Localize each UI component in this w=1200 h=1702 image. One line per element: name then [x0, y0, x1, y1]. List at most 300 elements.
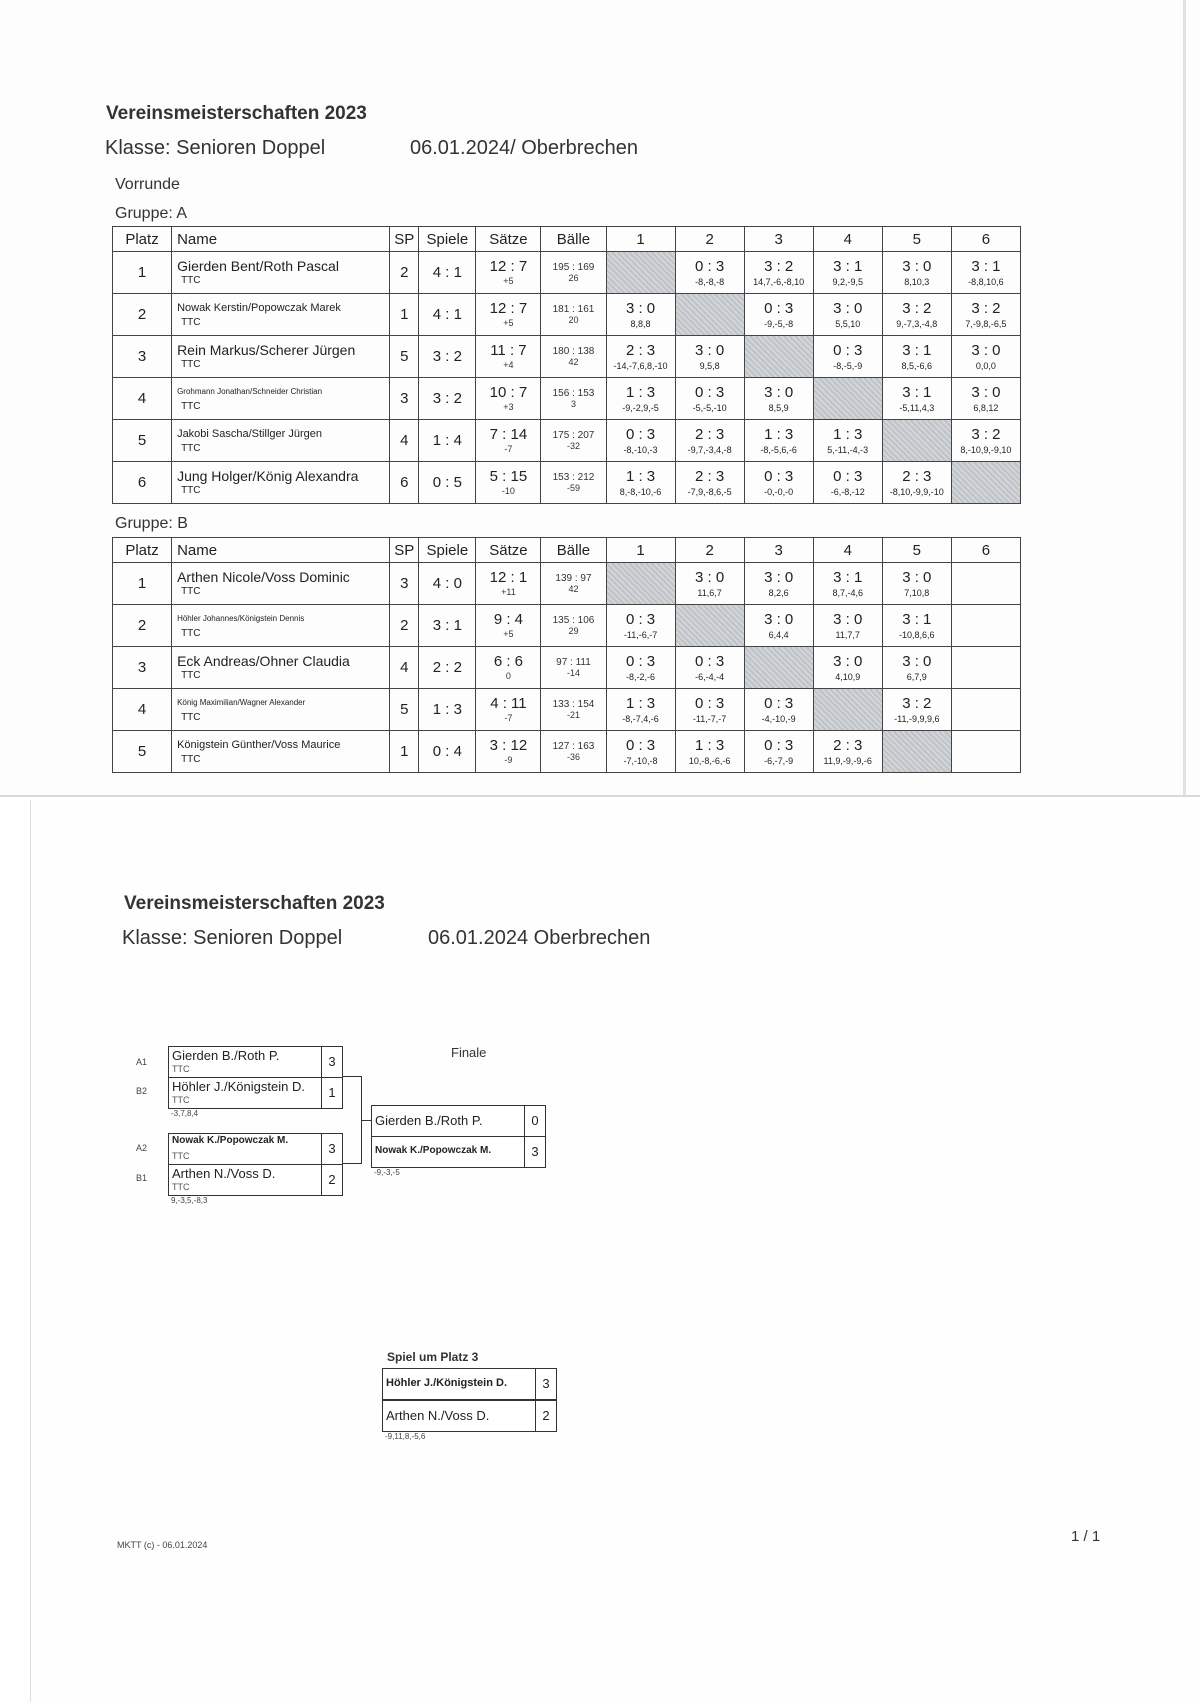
- footer-left: MKTT (c) - 06.01.2024: [117, 1540, 208, 1550]
- column-header: 6: [951, 538, 1020, 563]
- match-score: 0 : 3: [625, 425, 656, 443]
- set-details: 9,-3,5,-8,3: [171, 1196, 208, 1205]
- match-score: 3 : 0: [764, 610, 794, 628]
- baelle-diff: -21: [566, 709, 580, 720]
- match-details: 10,-8,-6,-6: [688, 755, 731, 766]
- column-header: Bälle: [541, 227, 606, 252]
- match-cell: [606, 647, 675, 689]
- saetze-value: 3 : 12: [489, 737, 528, 754]
- match-score: 3 : 1: [902, 383, 932, 401]
- bracket-slot: [168, 1164, 343, 1196]
- club-name: TTC: [172, 1151, 190, 1161]
- match-details: -8,-2,-6: [626, 671, 656, 682]
- match-cell: [882, 462, 951, 504]
- match-score: 2 : 3: [833, 736, 863, 754]
- match-score: 3 : 1: [902, 610, 932, 628]
- match-cell: [882, 563, 951, 605]
- saetze-diff: +3: [503, 402, 514, 412]
- match-details: 11,9,-9,-9,-6: [823, 755, 872, 766]
- club-name: TTC: [181, 442, 201, 454]
- set-score: 2: [535, 1401, 556, 1431]
- match-details: -9,-5,-8: [764, 318, 794, 329]
- table-row: [113, 294, 1021, 336]
- team-name: Arthen N./Voss D.: [172, 1166, 276, 1181]
- saetze-cell: [476, 378, 541, 420]
- platz-cell: 4: [113, 689, 172, 731]
- baelle-diff: 42: [568, 583, 579, 594]
- spiele-cell: 1 : 4: [419, 420, 476, 462]
- saetze-cell: [476, 689, 541, 731]
- column-header: 3: [744, 227, 813, 252]
- club-name: TTC: [181, 358, 201, 370]
- saetze-cell: [476, 336, 541, 378]
- baelle-value: 135 : 106: [552, 614, 595, 626]
- match-score: 3 : 0: [695, 568, 725, 586]
- team-name: Grohmann Jonathan/Schneider Christian: [177, 386, 323, 396]
- match-details: 5,5,10: [835, 318, 861, 329]
- name-cell: [172, 563, 390, 605]
- sp-cell: 6: [390, 462, 419, 504]
- team-name: Gierden Bent/Roth Pascal: [177, 257, 339, 274]
- match-details: 8,7,-4,6: [832, 587, 863, 598]
- column-header: 1: [606, 227, 675, 252]
- baelle-value: 175 : 207: [552, 429, 595, 441]
- saetze-value: 9 : 4: [493, 611, 524, 628]
- sheet-vorrunde: [0, 0, 1200, 795]
- table-row: [113, 336, 1021, 378]
- match-score: 2 : 3: [695, 425, 725, 443]
- baelle-value: 180 : 138: [552, 345, 595, 357]
- baelle-cell: [541, 378, 606, 420]
- match-cell: [675, 731, 744, 773]
- match-cell: [951, 563, 1020, 605]
- group-b-label: Gruppe: B: [115, 515, 188, 532]
- match-score: 3 : 0: [971, 341, 1001, 359]
- match-details: 8,5,-6,6: [901, 360, 933, 371]
- sp-cell: 1: [390, 731, 419, 773]
- match-score: 3 : 0: [764, 383, 794, 401]
- name-cell: [172, 336, 390, 378]
- match-details: 8,-10,9,-9,10: [960, 444, 1012, 455]
- match-score: 0 : 3: [695, 694, 725, 712]
- platz-cell: 3: [113, 336, 172, 378]
- saetze-diff: -9: [504, 755, 513, 765]
- match-score: 3 : 1: [971, 257, 1001, 275]
- self-match-cell: [744, 647, 813, 689]
- match-score: 1 : 3: [625, 383, 656, 401]
- match-cell: [744, 731, 813, 773]
- third-place-label: Spiel um Platz 3: [387, 1350, 479, 1364]
- club-name: TTC: [181, 753, 201, 765]
- spiele-cell: 4 : 0: [419, 563, 476, 605]
- spiele-cell: 4 : 1: [419, 294, 476, 336]
- match-details: -8,8,10,6: [968, 276, 1004, 287]
- match-details: -7,-10,-8: [623, 755, 658, 766]
- sp-cell: 3: [390, 563, 419, 605]
- column-header: Bälle: [541, 538, 606, 563]
- match-cell: [882, 294, 951, 336]
- name-cell: [172, 378, 390, 420]
- match-cell: [951, 731, 1020, 773]
- match-details: 7,-9,8,-6,5: [965, 318, 1007, 329]
- sp-cell: 5: [390, 689, 419, 731]
- name-cell: [172, 689, 390, 731]
- table-row: [113, 647, 1021, 689]
- match-score: 2 : 3: [902, 467, 932, 485]
- match-details: -11,-6,-7: [623, 629, 658, 640]
- match-cell: [744, 462, 813, 504]
- column-header: 2: [675, 538, 744, 563]
- match-score: 1 : 3: [833, 425, 863, 443]
- sp-cell: 2: [390, 252, 419, 294]
- match-details: -9,-2,9,-5: [622, 402, 659, 413]
- match-details: 8,5,9: [768, 402, 789, 413]
- bracket-slot: [168, 1133, 343, 1165]
- club-name: TTC: [181, 585, 201, 597]
- team-name: Jung Holger/König Alexandra: [177, 467, 359, 484]
- team-name: Gierden B./Roth P.: [172, 1048, 280, 1063]
- column-header: 4: [813, 538, 882, 563]
- baelle-cell: [541, 689, 606, 731]
- klasse-label: Klasse: Senioren Doppel: [105, 137, 326, 159]
- baelle-value: 127 : 163: [552, 740, 595, 752]
- team-name: Jakobi Sascha/Stillger Jürgen: [177, 427, 322, 440]
- date-place: 06.01.2024/ Oberbrechen: [410, 137, 638, 159]
- match-score: 0 : 3: [764, 467, 794, 485]
- match-score: 3 : 1: [833, 568, 863, 586]
- saetze-diff: -7: [504, 713, 513, 723]
- column-header: 1: [606, 538, 675, 563]
- sp-cell: 5: [390, 336, 419, 378]
- match-score: 2 : 3: [695, 467, 725, 485]
- match-cell: [813, 420, 882, 462]
- match-score: 1 : 3: [625, 694, 656, 712]
- baelle-diff: -14: [566, 667, 580, 678]
- column-header: 3: [744, 538, 813, 563]
- platz-cell: 5: [113, 731, 172, 773]
- page-number: 1 / 1: [1071, 1528, 1101, 1545]
- page-divider: [0, 795, 1200, 797]
- match-score: 3 : 0: [902, 568, 932, 586]
- match-score: 3 : 0: [625, 299, 656, 317]
- spiele-cell: 1 : 3: [419, 689, 476, 731]
- team-name: Königstein Günther/Voss Maurice: [177, 738, 341, 751]
- match-score: 3 : 1: [902, 341, 932, 359]
- seed-label: A2: [136, 1143, 148, 1153]
- match-cell: [675, 689, 744, 731]
- match-details: 9,2,-9,5: [832, 276, 863, 287]
- bracket-line: [342, 1163, 362, 1164]
- spiele-cell: 3 : 1: [419, 605, 476, 647]
- match-details: 0,0,0: [975, 360, 996, 371]
- page-edge: [1183, 0, 1186, 795]
- team-name: Höhler Johannes/Königstein Dennis: [177, 613, 305, 623]
- column-header: 4: [813, 227, 882, 252]
- baelle-cell: [541, 462, 606, 504]
- column-header: Spiele: [419, 227, 476, 252]
- match-score: 3 : 0: [833, 652, 863, 670]
- platz-cell: 5: [113, 420, 172, 462]
- date-place: 06.01.2024 Oberbrechen: [428, 927, 651, 949]
- match-cell: [744, 605, 813, 647]
- match-details: 8,-8,-10,-6: [619, 486, 662, 497]
- column-header: Platz: [113, 227, 172, 252]
- baelle-cell: [541, 563, 606, 605]
- column-header: 5: [882, 227, 951, 252]
- baelle-diff: 42: [568, 356, 579, 367]
- header-row: [113, 538, 1021, 563]
- team-name: Höhler J./Königstein D.: [386, 1377, 508, 1389]
- platz-cell: 1: [113, 252, 172, 294]
- match-cell: [813, 563, 882, 605]
- match-details: 6,4,4: [768, 629, 789, 640]
- match-details: -11,-7,-7: [692, 713, 727, 724]
- name-cell: [172, 605, 390, 647]
- sp-cell: 1: [390, 294, 419, 336]
- match-details: -9,7,-3,4,-8: [687, 444, 732, 455]
- self-match-cell: [675, 605, 744, 647]
- match-details: 5,-11,-4,-3: [827, 444, 869, 455]
- sheet-endrunde: [30, 800, 1200, 1702]
- sp-cell: 3: [390, 378, 419, 420]
- match-details: -8,-5,6,-6: [760, 444, 797, 455]
- match-cell: [951, 378, 1020, 420]
- club-name: TTC: [181, 711, 201, 723]
- table-row: [113, 689, 1021, 731]
- match-cell: [675, 420, 744, 462]
- club-name: TTC: [172, 1095, 190, 1105]
- match-cell: [882, 378, 951, 420]
- saetze-diff: +5: [503, 318, 514, 328]
- match-cell: [675, 336, 744, 378]
- match-details: 8,8,8: [630, 318, 651, 329]
- seed-label: A1: [136, 1057, 148, 1067]
- match-cell: [744, 689, 813, 731]
- team-name: Rein Markus/Scherer Jürgen: [177, 341, 356, 358]
- match-score: 3 : 0: [902, 652, 932, 670]
- saetze-cell: [476, 294, 541, 336]
- name-cell: [172, 462, 390, 504]
- table-row: [113, 378, 1021, 420]
- group-a-label: Gruppe: A: [115, 205, 188, 222]
- match-score: 0 : 3: [625, 736, 656, 754]
- spiele-cell: 3 : 2: [419, 378, 476, 420]
- self-match-cell: [882, 420, 951, 462]
- baelle-diff: -36: [566, 751, 580, 762]
- saetze-value: 11 : 7: [490, 342, 527, 359]
- spiele-cell: 4 : 1: [419, 252, 476, 294]
- page-title: Vereinsmeisterschaften 2023: [106, 103, 367, 124]
- match-details: 8,2,6: [768, 587, 789, 598]
- team-name: Nowak K./Popowczak M.: [172, 1135, 289, 1146]
- saetze-cell: [476, 647, 541, 689]
- match-cell: [813, 731, 882, 773]
- match-score: 0 : 3: [833, 467, 863, 485]
- table-row: [113, 731, 1021, 773]
- set-details: -3,7,8,4: [171, 1109, 199, 1118]
- column-header: Sätze: [476, 538, 541, 563]
- match-score: 3 : 1: [833, 257, 863, 275]
- match-details: -6,-7,-9: [764, 755, 794, 766]
- match-cell: [882, 689, 951, 731]
- match-score: 3 : 2: [902, 694, 932, 712]
- column-header: Platz: [113, 538, 172, 563]
- final-slot: [371, 1105, 546, 1137]
- match-cell: [813, 336, 882, 378]
- match-cell: [744, 252, 813, 294]
- match-cell: [744, 420, 813, 462]
- saetze-diff: -10: [501, 486, 515, 496]
- baelle-diff: -59: [566, 482, 580, 493]
- match-cell: [951, 689, 1020, 731]
- match-score: 3 : 0: [902, 257, 932, 275]
- team-name: Eck Andreas/Ohner Claudia: [177, 652, 350, 669]
- third-place-slot: [382, 1368, 557, 1400]
- match-cell: [813, 647, 882, 689]
- saetze-value: 12 : 7: [489, 300, 528, 317]
- match-score: 2 : 3: [625, 341, 656, 359]
- match-details: 11,6,7: [697, 587, 722, 598]
- match-cell: [813, 294, 882, 336]
- match-cell: [675, 378, 744, 420]
- match-score: 0 : 3: [695, 257, 725, 275]
- baelle-cell: [541, 731, 606, 773]
- bracket-line: [342, 1076, 362, 1077]
- baelle-value: 181 : 161: [552, 303, 595, 315]
- team-name: Arthen Nicole/Voss Dominic: [177, 568, 350, 585]
- group-a-table: [112, 226, 1021, 504]
- self-match-cell: [606, 563, 675, 605]
- spiele-cell: 3 : 2: [419, 336, 476, 378]
- round-label: Vorrunde: [115, 176, 180, 193]
- match-cell: [606, 378, 675, 420]
- match-details: 4,10,9: [835, 671, 861, 682]
- match-details: -8,-7,4,-6: [622, 713, 659, 724]
- match-details: -10,8,6,6: [899, 629, 935, 640]
- match-score: 1 : 3: [695, 736, 725, 754]
- platz-cell: 3: [113, 647, 172, 689]
- name-cell: [172, 731, 390, 773]
- match-details: 11,7,7: [835, 629, 860, 640]
- bracket-line: [361, 1120, 371, 1121]
- saetze-value: 12 : 7: [489, 258, 528, 275]
- club-name: TTC: [181, 669, 201, 681]
- set-score: 2: [321, 1165, 342, 1195]
- third-place-slot: [382, 1400, 557, 1432]
- team-name: Gierden B./Roth P.: [375, 1113, 483, 1128]
- club-name: TTC: [181, 484, 201, 496]
- platz-cell: 1: [113, 563, 172, 605]
- spiele-cell: 0 : 4: [419, 731, 476, 773]
- match-cell: [813, 605, 882, 647]
- spiele-cell: 0 : 5: [419, 462, 476, 504]
- match-cell: [675, 563, 744, 605]
- match-score: 3 : 0: [764, 568, 794, 586]
- match-cell: [951, 605, 1020, 647]
- set-score: 1: [321, 1078, 342, 1108]
- match-score: 0 : 3: [833, 341, 863, 359]
- table-row: [113, 563, 1021, 605]
- match-details: -5,11,4,3: [899, 402, 935, 413]
- self-match-cell: [813, 378, 882, 420]
- baelle-diff: 29: [568, 625, 579, 636]
- match-details: -6,-4,-4: [695, 671, 725, 682]
- match-cell: [882, 605, 951, 647]
- club-name: TTC: [181, 627, 201, 639]
- column-header: Name: [172, 538, 390, 563]
- column-header: Spiele: [419, 538, 476, 563]
- match-cell: [744, 563, 813, 605]
- match-cell: [951, 294, 1020, 336]
- bracket-slot: [168, 1077, 343, 1109]
- baelle-value: 153 : 212: [552, 471, 595, 483]
- self-match-cell: [882, 731, 951, 773]
- match-score: 0 : 3: [764, 736, 794, 754]
- match-score: 3 : 0: [971, 383, 1001, 401]
- match-details: 8,10,3: [904, 276, 930, 287]
- match-score: 0 : 3: [764, 694, 794, 712]
- group-b-table: [112, 537, 1021, 773]
- match-cell: [675, 462, 744, 504]
- match-details: 9,5,8: [699, 360, 720, 371]
- self-match-cell: [744, 336, 813, 378]
- match-score: 3 : 2: [971, 425, 1001, 443]
- match-cell: [606, 420, 675, 462]
- match-score: 3 : 0: [833, 299, 863, 317]
- saetze-diff: 0: [505, 671, 511, 681]
- match-score: 1 : 3: [764, 425, 794, 443]
- finale-label: Finale: [451, 1045, 487, 1060]
- baelle-cell: [541, 294, 606, 336]
- match-cell: [675, 647, 744, 689]
- match-cell: [882, 252, 951, 294]
- saetze-cell: [476, 605, 541, 647]
- team-name: Höhler J./Königstein D.: [172, 1079, 305, 1094]
- column-header: 2: [675, 227, 744, 252]
- match-cell: [882, 336, 951, 378]
- seed-label: B1: [136, 1173, 148, 1183]
- saetze-value: 12 : 1: [489, 569, 528, 586]
- match-cell: [951, 647, 1020, 689]
- sp-cell: 4: [390, 420, 419, 462]
- sp-cell: 2: [390, 605, 419, 647]
- team-name: Nowak Kerstin/Popowczak Marek: [177, 301, 341, 314]
- match-score: 0 : 3: [625, 610, 656, 628]
- club-name: TTC: [172, 1182, 190, 1192]
- match-cell: [606, 605, 675, 647]
- table-row: [113, 420, 1021, 462]
- column-header: SP: [390, 227, 419, 252]
- saetze-value: 7 : 14: [489, 426, 528, 443]
- saetze-value: 10 : 7: [489, 384, 528, 401]
- match-cell: [606, 462, 675, 504]
- match-details: -0,-0,-0: [764, 486, 794, 497]
- saetze-diff: -7: [504, 444, 513, 454]
- team-name: König Maximilian/Wagner Alexander: [177, 697, 306, 707]
- klasse-label: Klasse: Senioren Doppel: [122, 927, 343, 949]
- final-slot: [371, 1136, 546, 1168]
- saetze-cell: [476, 563, 541, 605]
- match-details: -7,9,-8,6,-5: [687, 486, 732, 497]
- baelle-diff: 26: [568, 272, 579, 283]
- saetze-cell: [476, 420, 541, 462]
- baelle-value: 195 : 169: [552, 261, 595, 273]
- match-details: 7,10,8: [904, 587, 930, 598]
- column-header: SP: [390, 538, 419, 563]
- baelle-value: 156 : 153: [552, 387, 595, 399]
- match-details: -8,-8,-8: [695, 276, 725, 287]
- match-score: 0 : 3: [695, 383, 725, 401]
